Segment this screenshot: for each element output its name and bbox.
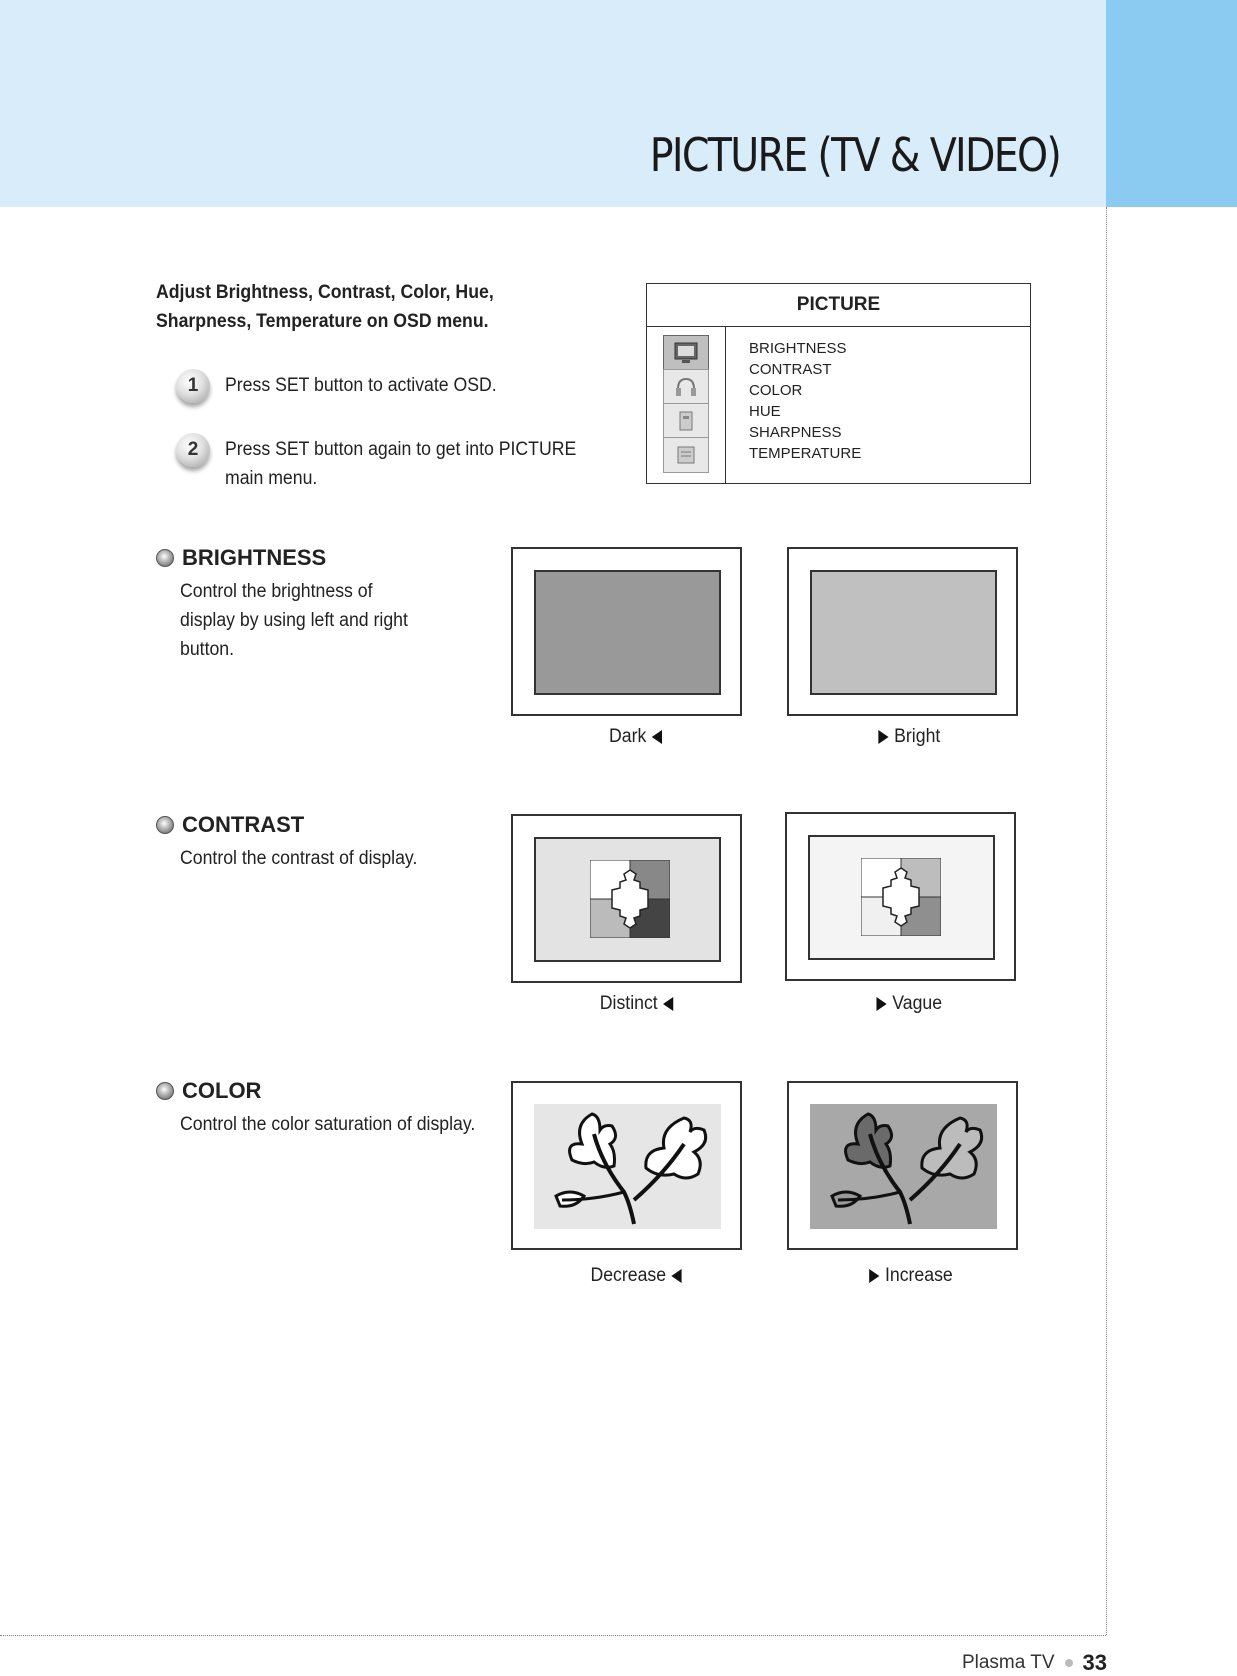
osd-item-sharpness: SHARPNESS	[749, 424, 842, 441]
vague-caption	[876, 993, 942, 1015]
osd-item-contrast: CONTRAST	[749, 361, 832, 378]
footer-product: Plasma TV	[961, 1652, 1055, 1673]
osd-menu-title: PICTURE	[647, 284, 1030, 327]
decrease-caption	[590, 1265, 681, 1287]
step-number: 2	[176, 433, 210, 467]
right-arrow-icon	[876, 997, 886, 1011]
bright-screen-illustration	[787, 547, 1018, 716]
left-arrow-icon	[672, 1269, 682, 1283]
bullet-icon	[156, 549, 174, 567]
sound-menu-icon	[663, 369, 709, 405]
step-number: 1	[176, 369, 210, 403]
caption-text: Increase	[884, 1265, 953, 1286]
osd-item-color: COLOR	[749, 382, 803, 399]
distinct-screen-illustration	[511, 814, 742, 983]
page-footer	[962, 1650, 1107, 1676]
section-title: BRIGHTNESS	[182, 545, 327, 570]
dark-screen-illustration	[511, 547, 742, 716]
page-number: 33	[1082, 1650, 1107, 1675]
footer-dot-icon	[1065, 1659, 1073, 1667]
leaf-image-increase	[810, 1104, 997, 1229]
vague-screen	[808, 835, 995, 960]
puzzle-image-distinct	[590, 860, 670, 938]
bullet-icon	[156, 816, 174, 834]
left-arrow-icon	[652, 730, 662, 744]
distinct-screen	[534, 837, 721, 962]
section-title: COLOR	[182, 1078, 262, 1103]
header-tab	[1106, 0, 1237, 207]
osd-item-brightness: BRIGHTNESS	[749, 340, 847, 357]
contrast-heading	[156, 812, 304, 838]
function-menu-icon	[663, 437, 709, 473]
margin-divider-vertical	[1106, 207, 1107, 1635]
left-arrow-icon	[663, 997, 673, 1011]
puzzle-image-vague	[861, 858, 941, 936]
decrease-screen-illustration	[511, 1081, 742, 1250]
caption-text: Bright	[894, 726, 941, 747]
color-heading	[156, 1078, 261, 1104]
margin-divider-horizontal	[0, 1635, 1106, 1636]
dark-screen	[534, 570, 721, 695]
leaf-image-decrease	[534, 1104, 721, 1229]
osd-icon-column	[647, 327, 726, 483]
osd-item-hue: HUE	[749, 403, 781, 420]
osd-menu-items	[749, 338, 861, 464]
osd-item-temperature: TEMPERATURE	[749, 445, 862, 462]
bright-caption	[878, 726, 940, 748]
increase-caption	[869, 1265, 953, 1287]
dark-caption	[609, 726, 662, 748]
decrease-screen	[534, 1104, 721, 1229]
caption-text: Distinct	[599, 993, 658, 1014]
bullet-icon	[156, 1082, 174, 1100]
setup-menu-icon	[663, 403, 709, 439]
caption-text: Decrease	[590, 1265, 667, 1286]
caption-text: Vague	[892, 993, 943, 1014]
increase-screen	[810, 1104, 997, 1229]
step-text: Press SET button again to get into PICTURE main menu.	[225, 439, 577, 489]
bright-screen	[810, 570, 997, 695]
brightness-description: Control the brightness of display by using left and right button.	[180, 581, 408, 660]
distinct-caption	[600, 993, 674, 1015]
color-description: Control the color saturation of display.	[180, 1114, 476, 1135]
contrast-description: Control the contrast of display.	[180, 848, 418, 869]
intro-text: Adjust Brightness, Contrast, Color, Hue, Sharpness, Temperature on OSD menu.	[156, 282, 494, 332]
right-arrow-icon	[878, 730, 888, 744]
right-arrow-icon	[869, 1269, 879, 1283]
picture-menu-icon	[663, 335, 709, 371]
section-title: CONTRAST	[182, 812, 305, 837]
step-text: Press SET button to activate OSD.	[225, 375, 497, 396]
brightness-heading	[156, 545, 326, 571]
page-title: PICTURE (TV & VIDEO)	[649, 128, 1060, 182]
vague-screen-illustration	[785, 812, 1016, 981]
caption-text: Dark	[608, 726, 647, 747]
osd-menu-illustration	[646, 283, 1031, 484]
increase-screen-illustration	[787, 1081, 1018, 1250]
